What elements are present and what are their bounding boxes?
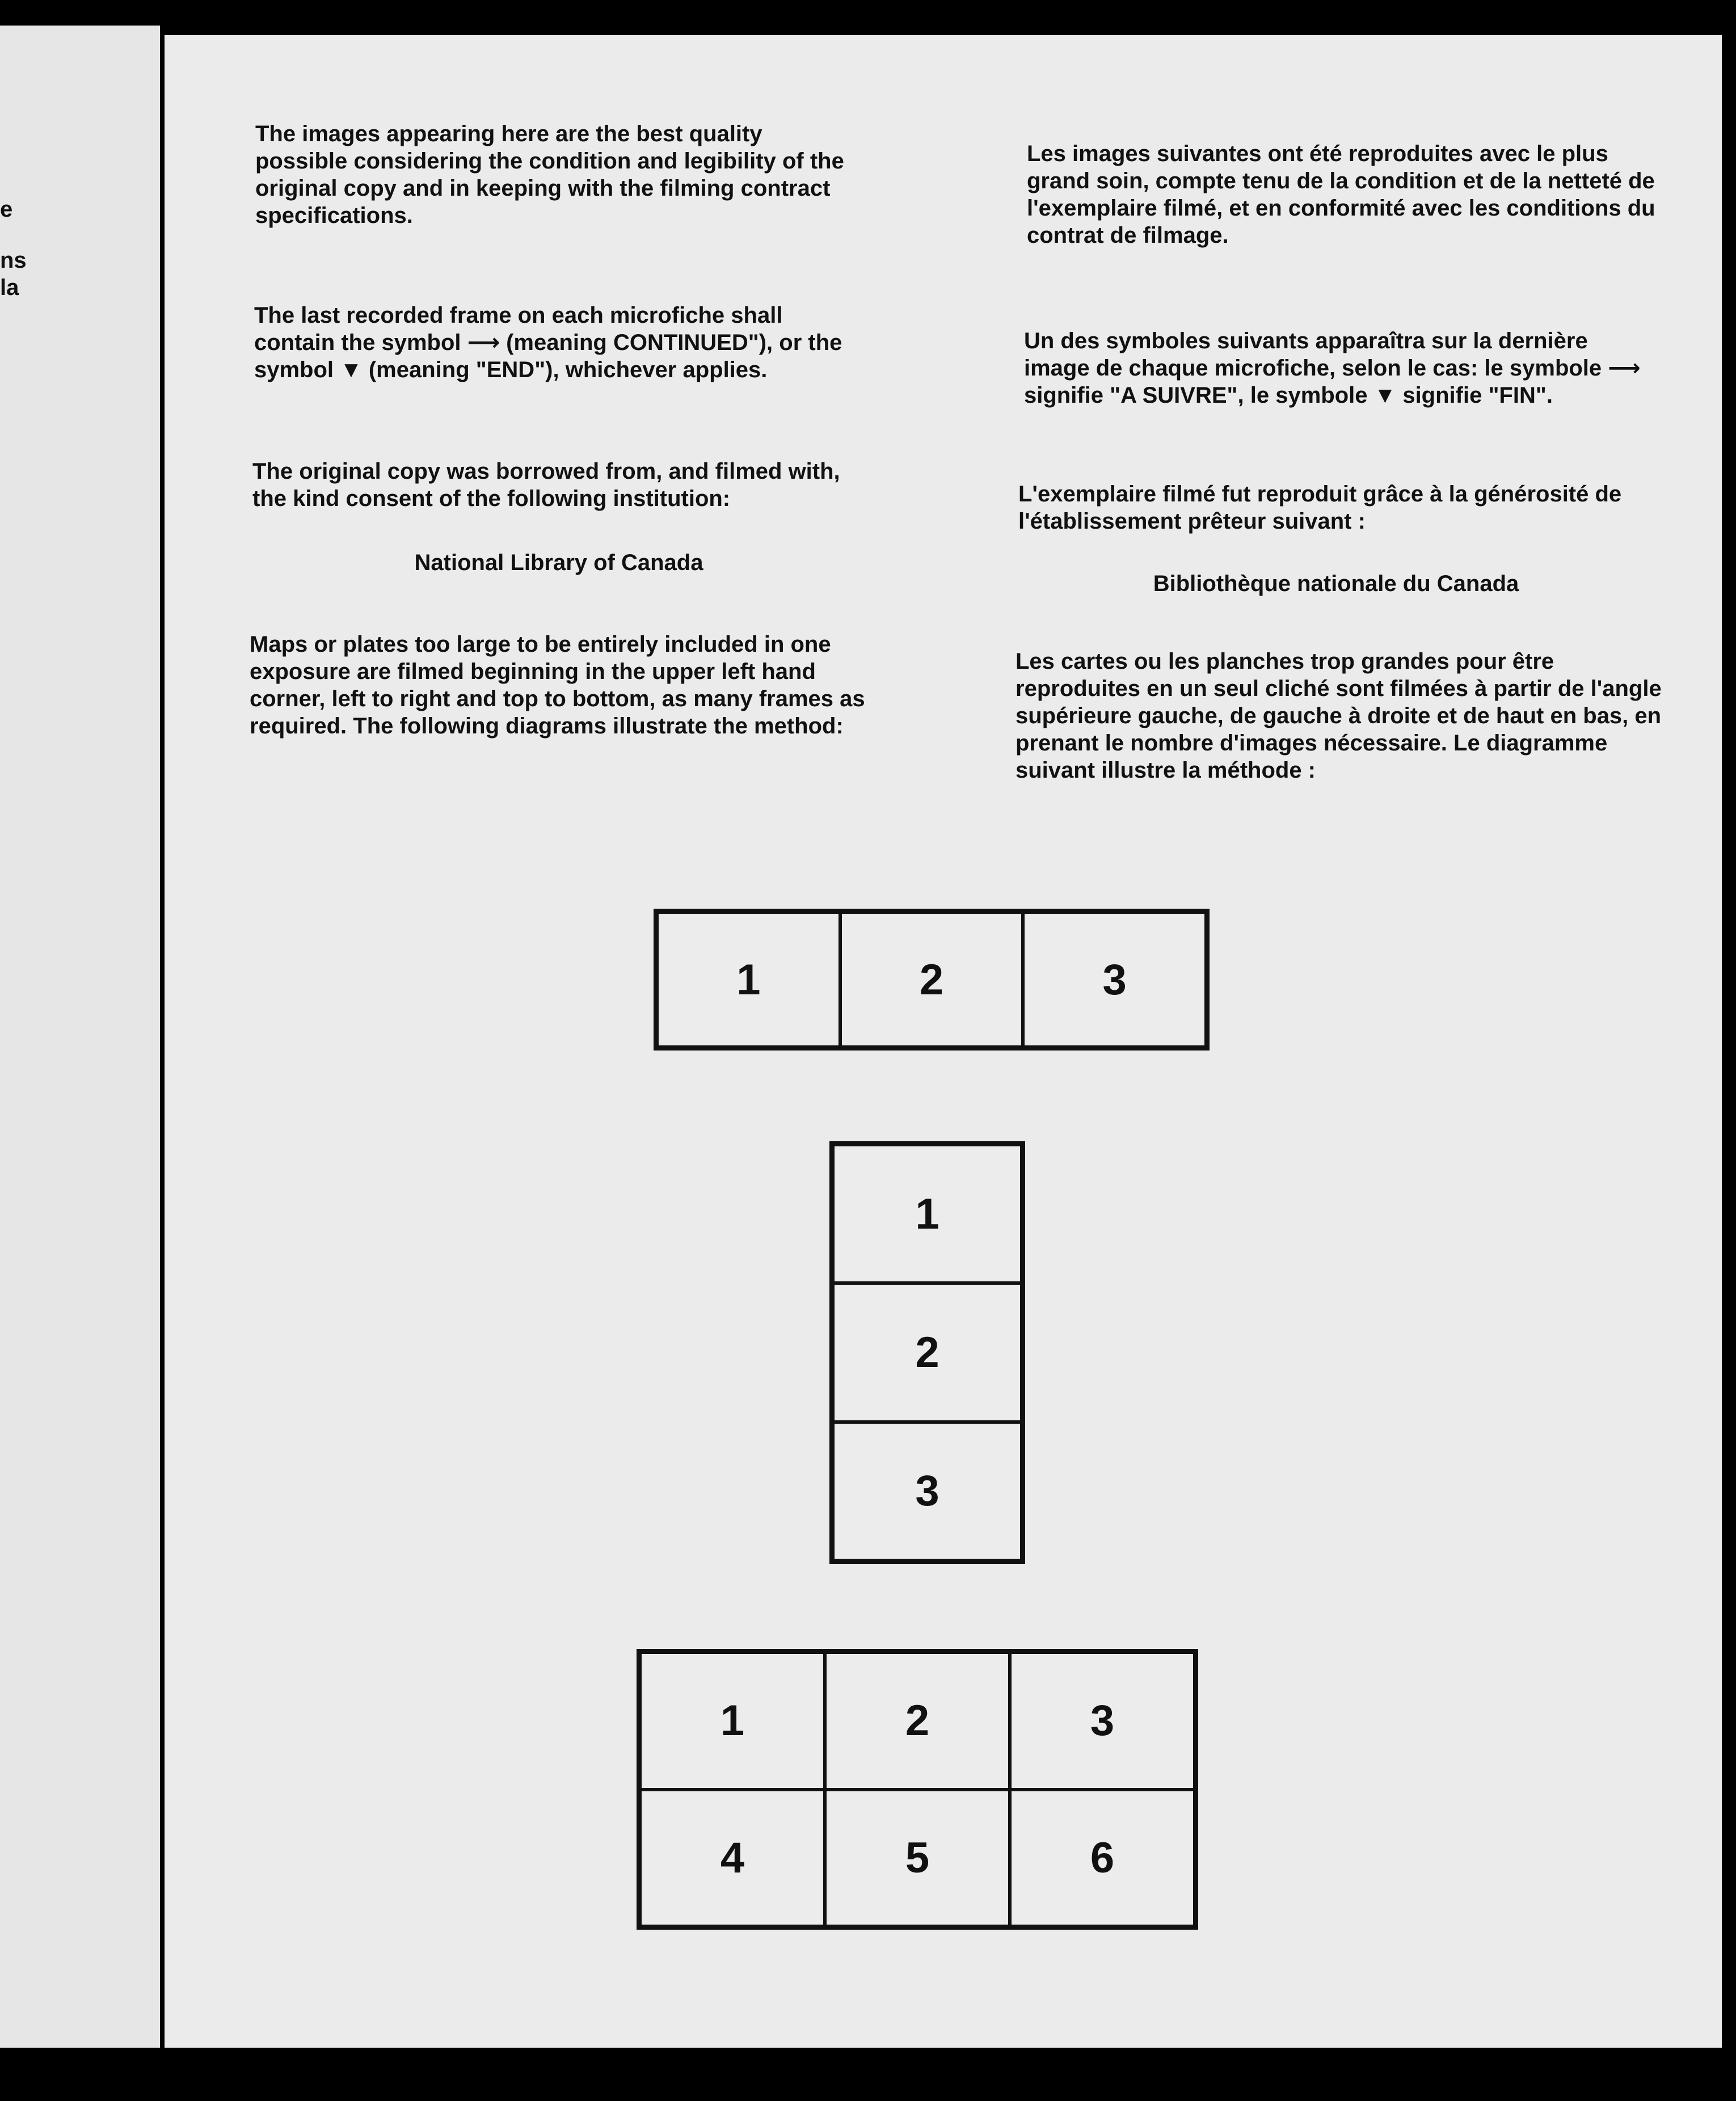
french-institution-name: Bibliothèque nationale du Canada bbox=[1153, 571, 1519, 596]
top-black-border bbox=[0, 0, 1736, 34]
end-triangle-icon: ▼ bbox=[340, 357, 363, 382]
frame-cell: 6 bbox=[1010, 1790, 1195, 1927]
english-institution-paragraph: The original copy was borrowed from, and filmed with, the kind consent of the following institution: bbox=[252, 459, 840, 511]
english-symbol-paragraph bbox=[254, 302, 867, 383]
frame-cell: 3 bbox=[833, 1422, 1022, 1560]
english-symbol-text-c: (meaning "END"), whichever applies. bbox=[362, 357, 768, 382]
diagram-row bbox=[654, 909, 1210, 1050]
continued-arrow-icon: ⟶ bbox=[1608, 356, 1641, 381]
frame-cell: 1 bbox=[657, 912, 840, 1047]
english-maps-paragraph: Maps or plates too large to be entirely included in one exposure are filmed beginning in the upper left hand corner, left to right and top to bottom, as many frames as required. The following diagrams illustrate the method: bbox=[250, 632, 865, 739]
french-maps-paragraph: Les cartes ou les planches trop grandes pour être reproduites en un seul cliché sont filmées à partir de l'angle supérieure gauche, de gauche à droite et de haut en bas, en prenant le nombre d'images nécessaire. Le diagramme suivant illustre la méthode : bbox=[1016, 649, 1662, 783]
end-triangle-icon: ▼ bbox=[1373, 383, 1397, 408]
strip-fragment: la bbox=[0, 275, 19, 300]
strip-fragment: ns bbox=[0, 248, 27, 273]
english-quality-paragraph: The images appearing here are the best quality possible considering the condition and legibility of the original copy and in keeping with the filming contract specifications. bbox=[255, 121, 844, 228]
french-quality-paragraph: Les images suivantes ont été reproduites avec le plus grand soin, compte tenu de la condition et de la netteté de l'exemplaire filmé, et en conformité avec les conditions du contrat de filmage. bbox=[1027, 141, 1655, 248]
document-page bbox=[165, 35, 1722, 2052]
french-symbol-text-c: signifie "FIN". bbox=[1396, 383, 1553, 408]
french-institution-paragraph: L'exemplaire filmé fut reproduit grâce à la générosité de l'établissement prêteur suivant : bbox=[1018, 482, 1622, 534]
english-institution-name: National Library of Canada bbox=[414, 550, 703, 575]
diagram-grid bbox=[637, 1649, 1198, 1930]
frame-cell: 3 bbox=[1010, 1652, 1195, 1790]
frame-cell: 1 bbox=[833, 1145, 1022, 1283]
continued-arrow-icon: ⟶ bbox=[467, 330, 500, 355]
previous-page-strip bbox=[0, 26, 160, 2048]
english-symbol-text-a: The last recorded frame on each microfiche shall contain the symbol bbox=[254, 303, 783, 355]
frame-cell: 2 bbox=[833, 1283, 1022, 1421]
right-black-border bbox=[1725, 0, 1736, 2101]
bottom-black-border bbox=[0, 2048, 1736, 2101]
frame-cell: 5 bbox=[825, 1790, 1010, 1927]
frame-cell: 2 bbox=[825, 1652, 1010, 1790]
diagram-column bbox=[829, 1141, 1025, 1564]
english-symbol-text-b: (meaning CONTINUED"), or the symbol bbox=[254, 330, 842, 382]
frame-cell: 4 bbox=[640, 1790, 825, 1927]
french-symbol-text-b: signifie "A SUIVRE", le symbole bbox=[1024, 383, 1374, 408]
strip-fragment: e bbox=[0, 197, 13, 222]
french-symbol-paragraph bbox=[1024, 327, 1659, 409]
frame-cell: 2 bbox=[840, 912, 1023, 1047]
french-symbol-text-a: Un des symboles suivants apparaîtra sur la dernière image de chaque microfiche, selon le cas: le symbole bbox=[1024, 328, 1608, 381]
frame-cell: 1 bbox=[640, 1652, 825, 1790]
frame-cell: 3 bbox=[1023, 912, 1206, 1047]
